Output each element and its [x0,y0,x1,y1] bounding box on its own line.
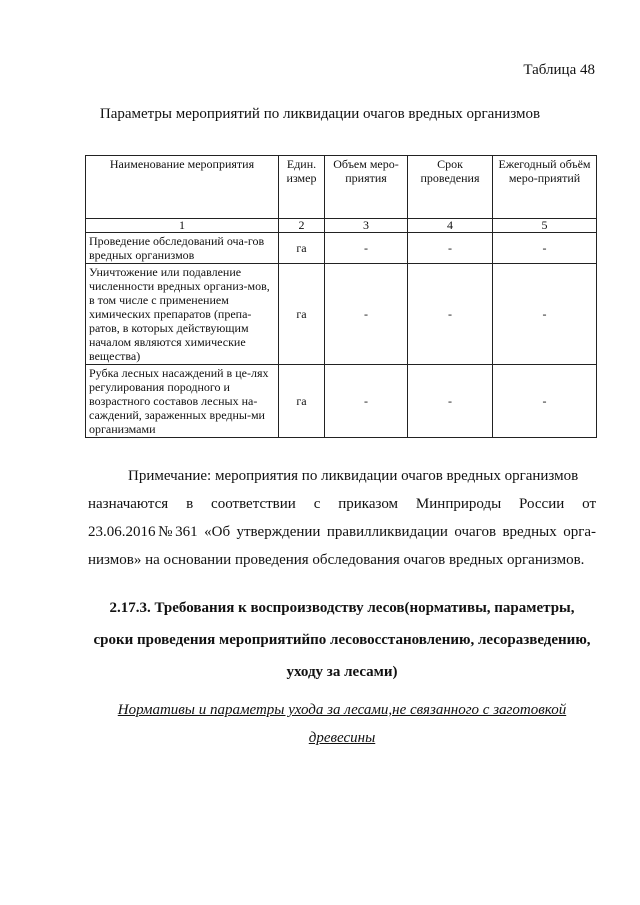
annual-volume-cell: - [493,233,597,264]
term-cell: - [408,365,493,438]
annual-volume-cell: - [493,365,597,438]
volume-cell: - [325,233,408,264]
header-cell-annual: Ежегодный объём меро-приятий [493,156,597,219]
note-paragraph [88,462,596,574]
annual-volume-cell: - [493,264,597,365]
activity-name-cell: Рубка лесных насаждений в це-лях регулирования породного и возрастного составов лесных на-саждений, зараженных вредны-ми организмами [86,365,279,438]
volume-cell: - [325,365,408,438]
activity-name-cell: Уничтожение или подавление численности вредных организ-мов, в том числе с применением химических препаратов (препа-ратов, в которых действующим началом являются химические вещества) [86,264,279,365]
table-row [86,365,597,438]
note-first-line: Примечание: мероприятия по ликвидации очагов вредных организмов [128,468,579,484]
table-row [86,233,597,264]
column-number: 2 [279,219,325,233]
section-heading: 2.17.3. Требования к воспроизводству лесов(нормативы, параметры, сроки проведения мероприятийпо лесовосстановлению, лесоразведению, уходу за лесами) [93,600,591,680]
term-cell: - [408,233,493,264]
term-cell: - [408,264,493,365]
unit-cell: га [279,365,325,438]
parameters-table [85,155,597,438]
volume-cell: - [325,264,408,365]
column-number-row [86,219,597,233]
unit-cell: га [279,264,325,365]
table-row [86,264,597,365]
column-number: 3 [325,219,408,233]
header-cell-volume: Объем меро-приятия [325,156,408,219]
column-number: 1 [86,219,279,233]
activity-name-cell: Проведение обследований оча-гов вредных организмов [86,233,279,264]
unit-cell: га [279,233,325,264]
header-cell-term: Срок проведения [408,156,493,219]
subheading: Нормативы и параметры ухода за лесами,не связанного с заготовкой древесины [117,702,567,746]
column-number: 5 [493,219,597,233]
header-cell-name: Наименование мероприятия [86,156,279,219]
header-cell-unit: Един. измер [279,156,325,219]
table-header-row [86,156,597,219]
note-continuation: назначаются в соответствии с приказом Минприроды России от 23.06.2016№361 «Об утверждении правилликвидации очагов вредных орга-низмов» на основании проведения обследования очагов вредных организмов. [88,496,596,568]
column-number: 4 [408,219,493,233]
table-title: Параметры мероприятий по ликвидации очагов вредных организмов [99,106,541,122]
table-caption: Таблица 48 [523,62,595,78]
